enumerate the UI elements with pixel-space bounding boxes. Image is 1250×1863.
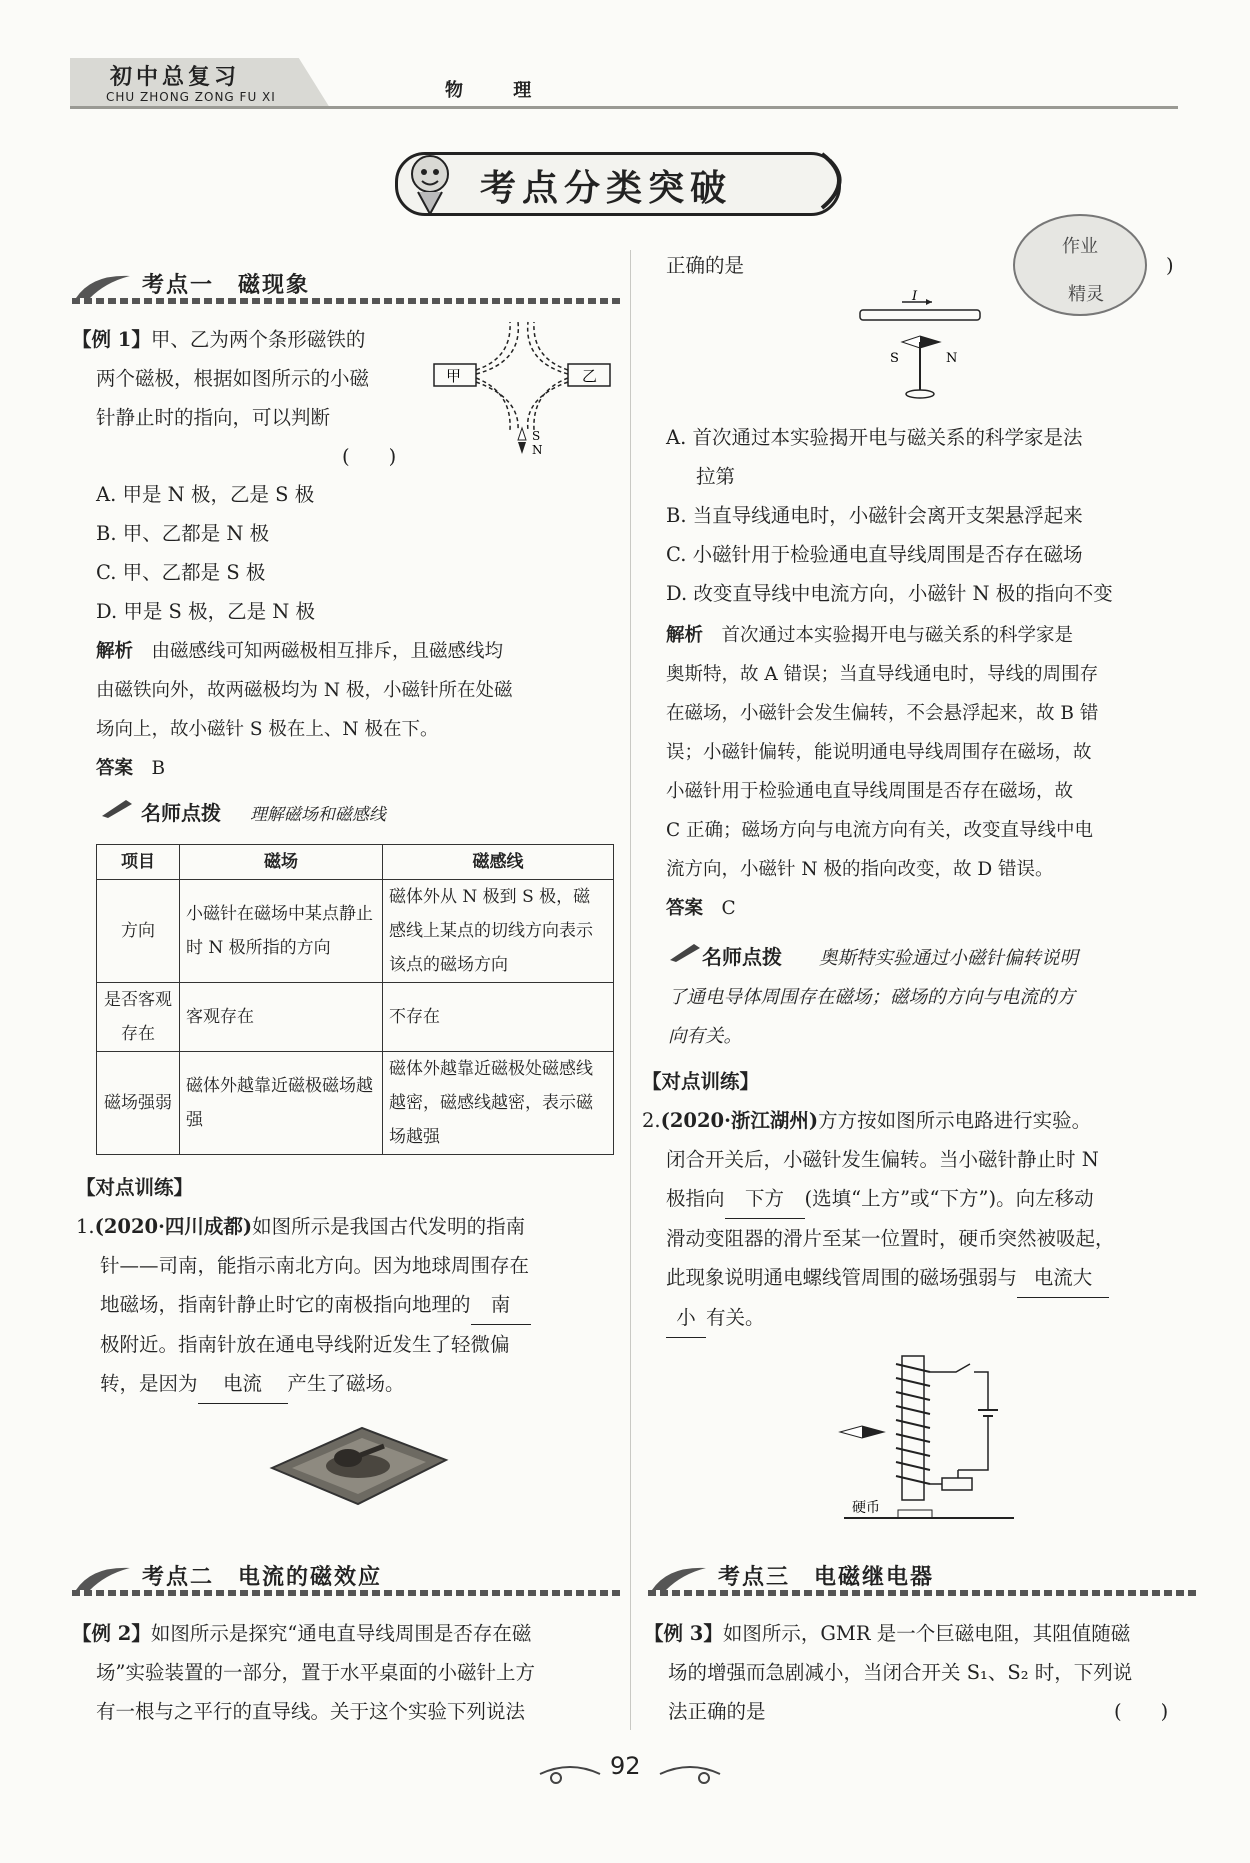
series-title: 初中总复习 (110, 65, 241, 90)
answer-blank: 小 (666, 1298, 706, 1338)
section-header-1 (72, 268, 620, 306)
figure-solenoid-circuit (838, 1350, 1018, 1526)
example-1-options (96, 475, 616, 631)
mascot-icon (402, 148, 462, 218)
magnetic-field-table: 项目 磁场 磁感线 方向 小磁针在磁场中某点静止时 N 极所指的方向 磁体外从 N 极到 S 极，磁感线上某点的切线方向表示该点的磁场方向 是否客观存在 客观存在 不存在 磁场强弱 磁体外越靠近磁极磁场越强 磁体外越靠近磁极处磁感线越密，磁感线越密，表示磁场越强 (96, 844, 614, 1155)
option-c: C. 小磁针用于检验通电直导线周围是否存在磁场 (666, 543, 1083, 566)
column-divider (630, 250, 631, 1730)
section-title-2: 考点二 电流的磁效应 (142, 1564, 383, 1590)
tips-2: 名师点拨 奥斯特实验通过小磁针偏转说明 了通电导体周围存在磁场；磁场的方向与电流的方 向有关。 (668, 938, 1198, 1056)
section-title-1: 考点一 磁现象 (142, 272, 311, 298)
svg-text:乙: 乙 (582, 367, 598, 385)
training-1: 【对点训练】 1.(2020·四川成都)如图所示是我国古代发明的指南 针——司南，能指示南北方向。因为地球周围存在 地磁场，指南针静止时它的南极指向地理的 南 极附近。指南针放在通电导线附近发生了轻微偏 转，是因为 电流 产生了磁场。 (76, 1168, 626, 1404)
svg-text:硬币: 硬币 (852, 1500, 880, 1516)
pen-icon (100, 796, 134, 820)
stamp-line1: 作业 (1062, 236, 1098, 257)
svg-text:I: I (912, 290, 918, 304)
example-2-stem: 【例 2】如图所示是探究“通电直导线周围是否存在磁 场”实验装置的一部分，置于水平桌面的小磁针上方 有一根与之平行的直导线。关于这个实验下列说法 (72, 1622, 535, 1723)
answer-blank: 下方 (725, 1179, 805, 1219)
section-title-3: 考点三 电磁继电器 (718, 1564, 935, 1590)
banner-curl-icon (820, 150, 860, 212)
example-2-options: A. 首次通过本实验揭开电与磁关系的科学家是法 拉第 B. 当直导线通电时，小磁针会离开支架悬浮起来 C. 小磁针用于检验通电直导线周围是否存在磁场 D. 改变直导线中电流方向，小磁针 N 极的指向不变 (666, 418, 1196, 613)
answer-blank: 电流 (198, 1364, 288, 1404)
header-rule (70, 106, 1178, 109)
answer-blank: 南 (471, 1285, 531, 1325)
option-d: D. 甲是 S 极，乙是 N 极 (96, 600, 316, 623)
example-2-continued: 正确的是 ) (666, 254, 1174, 277)
option-b: B. 当直导线通电时，小磁针会离开支架悬浮起来 (666, 504, 1083, 527)
answer-blank: 电流大 (1017, 1258, 1109, 1298)
tips-header-1: 名师点拨 理解磁场和磁感线 (100, 796, 620, 826)
svg-text:N: N (532, 443, 543, 457)
figure-two-magnets (432, 318, 612, 458)
training-2: 【对点训练】 2.(2020·浙江湖州)方方按如图所示电路进行实验。 闭合开关后，小磁针发生偏转。当小磁针静止时 N 极指向 下方 (选填“上方”或“下方”)。向左移动 滑动变阻器的滑片至某一位置时，硬币突然被吸起， 此现象说明通电螺线管周围的磁场强弱与 电流大 小 有关。 (642, 1062, 1198, 1338)
section-header-3 (648, 1560, 1198, 1598)
subject-title: 物 理 (445, 80, 554, 101)
option-d: D. 改变直导线中电流方向，小磁针 N 极的指向不变 (666, 582, 1113, 605)
option-c: C. 甲、乙都是 S 极 (96, 561, 266, 584)
sinan-compass-image (262, 1408, 452, 1508)
svg-text:S: S (532, 429, 541, 443)
pen-icon (668, 940, 702, 964)
option-b: B. 甲、乙都是 N 极 (96, 522, 270, 545)
page-number: 92 (610, 1752, 641, 1780)
svg-text:S: S (890, 351, 899, 366)
example-1-stem: 【例 1】甲、乙为两个条形磁铁的 两个磁极，根据如图所示的小磁 针静止时的指向，可以判断 ( ) (72, 328, 397, 468)
svg-text:甲: 甲 (446, 367, 462, 385)
banner-title: 考点分类突破 (480, 167, 733, 209)
section-header-2 (72, 1560, 620, 1598)
example-3-stem: 【例 3】如图所示，GMR 是一个巨磁电阻，其阻值随磁 场的增强而急剧减小，当闭合开关 S₁、S₂ 时，下列说 法正确的是 ( ) (644, 1622, 1169, 1723)
option-a: A. 首次通过本实验揭开电与磁关系的科学家是法 (666, 426, 1083, 449)
example-1-analysis: 解析 由磁感线可知两磁极相互排斥，且磁感线均 由磁铁向外，故两磁极均为 N 极，小磁针所在处磁 场向上，故小磁针 S 极在上、N 极在下。 答案 B (96, 641, 513, 779)
example-2-analysis: 解析 首次通过本实验揭开电与磁关系的科学家是 奥斯特，故 A 错误；当直导线通电时，导线的周围存 在磁场，小磁针会发生偏转，不会悬浮起来，故 B 错 误；小磁针偏转，能说明通电导线周围存在磁场，故 小磁针用于检验通电直导线周围是否存在磁场，故 C 正确；磁场方向与电流方向有关，改变直导线中电 流方向，小磁针 N 极的指向改变，故 D 错误。 答案 C (666, 625, 1099, 919)
option-a: A. 甲是 N 极，乙是 S 极 (96, 483, 315, 506)
figure-wire-compass (852, 290, 992, 410)
stamp-line2: 精灵 (1068, 284, 1104, 305)
svg-text:N: N (946, 351, 958, 366)
series-pinyin: CHU ZHONG ZONG FU XI (106, 90, 276, 104)
